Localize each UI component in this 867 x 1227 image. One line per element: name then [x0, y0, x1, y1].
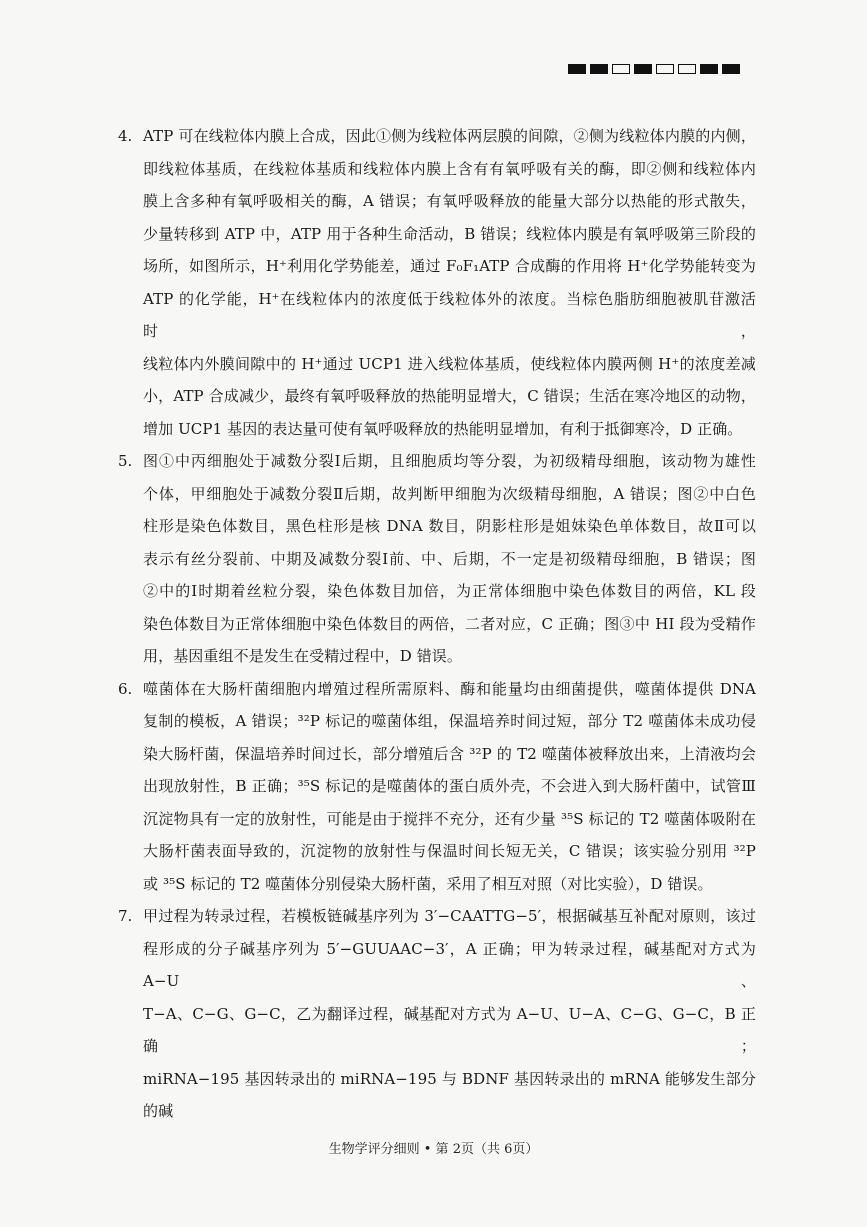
item-number — [118, 1063, 143, 1128]
header-mark-filled — [590, 64, 608, 74]
header-marks — [568, 64, 740, 74]
line-text: 少量转移到 ATP 中，ATP 用于各种生命活动，B 错误；线粒体内膜是有氧呼吸第三阶段的 — [143, 224, 756, 243]
line-text: 大肠杆菌表面导致的，沉淀物的放射性与保温时间长短无关，C 错误；该实验分别用 ³²P — [143, 842, 756, 860]
item-number: 5. — [118, 452, 133, 470]
line-text: 线粒体内外膜间隙中的 H⁺通过 UCP1 进入线粒体基质，使线粒体内膜两侧 H⁺的浓度差减 — [143, 354, 756, 373]
item-number: 4. — [118, 127, 133, 145]
item-number — [118, 185, 143, 218]
answer-line — [118, 445, 756, 478]
item-number — [118, 218, 143, 251]
line-text: 小，ATP 合成减少，最终有氧呼吸释放的热能明显增大，C 错误；生活在寒冷地区的动物， — [143, 387, 756, 405]
page-footer: 生物学评分细则 • 第 2页（共 6页） — [328, 1142, 539, 1157]
answer-line — [118, 640, 756, 673]
item-number — [118, 510, 143, 543]
item-number — [118, 348, 143, 381]
answer-line — [118, 250, 756, 283]
answer-line — [118, 900, 756, 933]
answer-line — [118, 348, 756, 381]
line-text: 场所，如图所示，H⁺利用化学势能差，通过 F₀F₁ATP 合成酶的作用将 H⁺化学势能转变为 — [143, 257, 756, 275]
line-text: 增加 UCP1 基因的表达量可使有氧呼吸释放的热能明显增加，有利于抵御寒冷，D 正确。 — [143, 419, 743, 438]
line-text: 膜上含多种有氧呼吸相关的酶，A 错误；有氧呼吸释放的能量大部分以热能的形式散失， — [143, 192, 756, 210]
item-number — [118, 543, 143, 576]
line-text: 用，基因重组不是发生在受精过程中，D 错误。 — [143, 647, 462, 665]
answer-line — [118, 218, 756, 251]
item-number — [118, 835, 143, 868]
answer-line — [118, 738, 756, 771]
line-text: 出现放射性，B 正确；³⁵S 标记的是噬菌体的蛋白质外壳，不会进入到大肠杆菌中，试管Ⅲ — [143, 777, 756, 795]
answer-line — [118, 120, 756, 153]
header-mark-filled — [634, 64, 652, 74]
line-text: 柱形是染色体数目，黑色柱形是核 DNA 数目，阴影柱形是姐妹染色单体数目，故Ⅱ可以 — [143, 517, 756, 535]
line-text: 表示有丝分裂前、中期及减数分裂Ⅰ前、中、后期，不一定是初级精母细胞，B 错误；图 — [143, 549, 756, 568]
item-number — [118, 770, 143, 803]
item-number: 6. — [118, 679, 133, 698]
answer-line — [118, 770, 756, 803]
answer-line — [118, 575, 756, 608]
answer-line — [118, 835, 756, 868]
item-number — [118, 608, 143, 641]
line-text: 噬菌体在大肠杆菌细胞内增殖过程所需原料、酶和能量均由细菌提供，噬菌体提供 DNA — [143, 679, 756, 698]
answer-line — [118, 543, 756, 576]
line-text: ATP 的化学能，H⁺在线粒体内的浓度低于线粒体外的浓度。当棕色脂肪细胞被肌苷激活时， — [143, 289, 756, 340]
item-number — [118, 803, 143, 836]
header-mark-filled — [568, 64, 586, 74]
answer-line — [118, 510, 756, 543]
answer-item — [118, 445, 756, 673]
answer-line — [118, 380, 756, 413]
header-mark-filled — [722, 64, 740, 74]
header-mark-filled — [700, 64, 718, 74]
item-number — [118, 933, 143, 998]
answer-item — [118, 673, 756, 901]
item-number — [118, 250, 143, 283]
line-text: 个体，甲细胞处于减数分裂Ⅱ后期，故判断甲细胞为次级精母细胞，A 错误；图②中白色 — [143, 484, 756, 503]
header-mark-empty — [612, 64, 630, 74]
item-number — [118, 413, 143, 446]
item-number — [118, 153, 143, 186]
answer-line — [118, 705, 756, 738]
line-text: 或 ³⁵S 标记的 T2 噬菌体分别侵染大肠杆菌，采用了相互对照（对比实验），D 错误。 — [143, 874, 713, 893]
answer-line — [118, 283, 756, 348]
answer-line — [118, 803, 756, 836]
line-text: 染大肠杆菌，保温培养时间过长，部分增殖后含 ³²P 的 T2 噬菌体被释放出来，上清液均会 — [143, 744, 756, 763]
line-text: miRNA−195 基因转录出的 miRNA−195 与 BDNF 基因转录出的 mRNA 能够发生部分的碱 — [143, 1069, 756, 1120]
answer-line — [118, 933, 756, 998]
answer-line — [118, 608, 756, 641]
line-text: T−A、C−G、G−C，乙为翻译过程，碱基配对方式为 A−U、U−A、C−G、G−C，B 正确； — [143, 1004, 756, 1055]
line-text: 图①中丙细胞处于减数分裂Ⅰ后期，且细胞质均等分裂，为初级精母细胞，该动物为雄性 — [143, 452, 756, 470]
item-number — [118, 478, 143, 511]
answer-item — [118, 120, 756, 445]
answer-line — [118, 1063, 756, 1128]
item-number — [118, 283, 143, 348]
answer-line — [118, 185, 756, 218]
line-text: ATP 可在线粒体内膜上合成，因此①侧为线粒体两层膜的间隙，②侧为线粒体内膜的内侧， — [143, 127, 756, 145]
item-number — [118, 640, 143, 673]
header-mark-empty — [678, 64, 696, 74]
answer-line — [118, 998, 756, 1063]
line-text: 即线粒体基质，在线粒体基质和线粒体内膜上含有有氧呼吸有关的酶，即②侧和线粒体内 — [143, 159, 756, 178]
line-text: 染色体数目为正常体细胞中染色体数目的两倍，二者对应，C 正确；图③中 HI 段为受精作 — [143, 614, 756, 633]
answer-line — [118, 478, 756, 511]
item-number: 7. — [118, 907, 133, 925]
line-text: 甲过程为转录过程，若模板链碱基序列为 3′−CAATTG−5′，根据碱基互补配对原则，该过 — [143, 907, 756, 925]
answer-line — [118, 673, 756, 706]
item-number — [118, 998, 143, 1063]
answer-line — [118, 413, 756, 446]
item-number — [118, 705, 143, 738]
line-text: 复制的模板，A 错误；³²P 标记的噬菌体组，保温培养时间过短，部分 T2 噬菌体未成功侵 — [143, 712, 756, 730]
answer-line — [118, 153, 756, 186]
item-number — [118, 380, 143, 413]
line-text: 程形成的分子碱基序列为 5′−GUUAAC−3′，A 正确；甲为转录过程，碱基配对方式为 A−U、 — [143, 939, 756, 990]
item-number — [118, 575, 143, 608]
header-mark-empty — [656, 64, 674, 74]
item-number — [118, 738, 143, 771]
answer-item — [118, 900, 756, 1128]
line-text: ②中的Ⅰ时期着丝粒分裂，染色体数目加倍，为正常体细胞中染色体数目的两倍，KL 段 — [143, 582, 756, 600]
answer-line — [118, 868, 756, 901]
answer-content — [118, 120, 756, 1128]
line-text: 沉淀物具有一定的放射性，可能是由于搅拌不充分，还有少量 ³⁵S 标记的 T2 噬菌体吸附在 — [143, 809, 756, 828]
item-number — [118, 868, 143, 901]
